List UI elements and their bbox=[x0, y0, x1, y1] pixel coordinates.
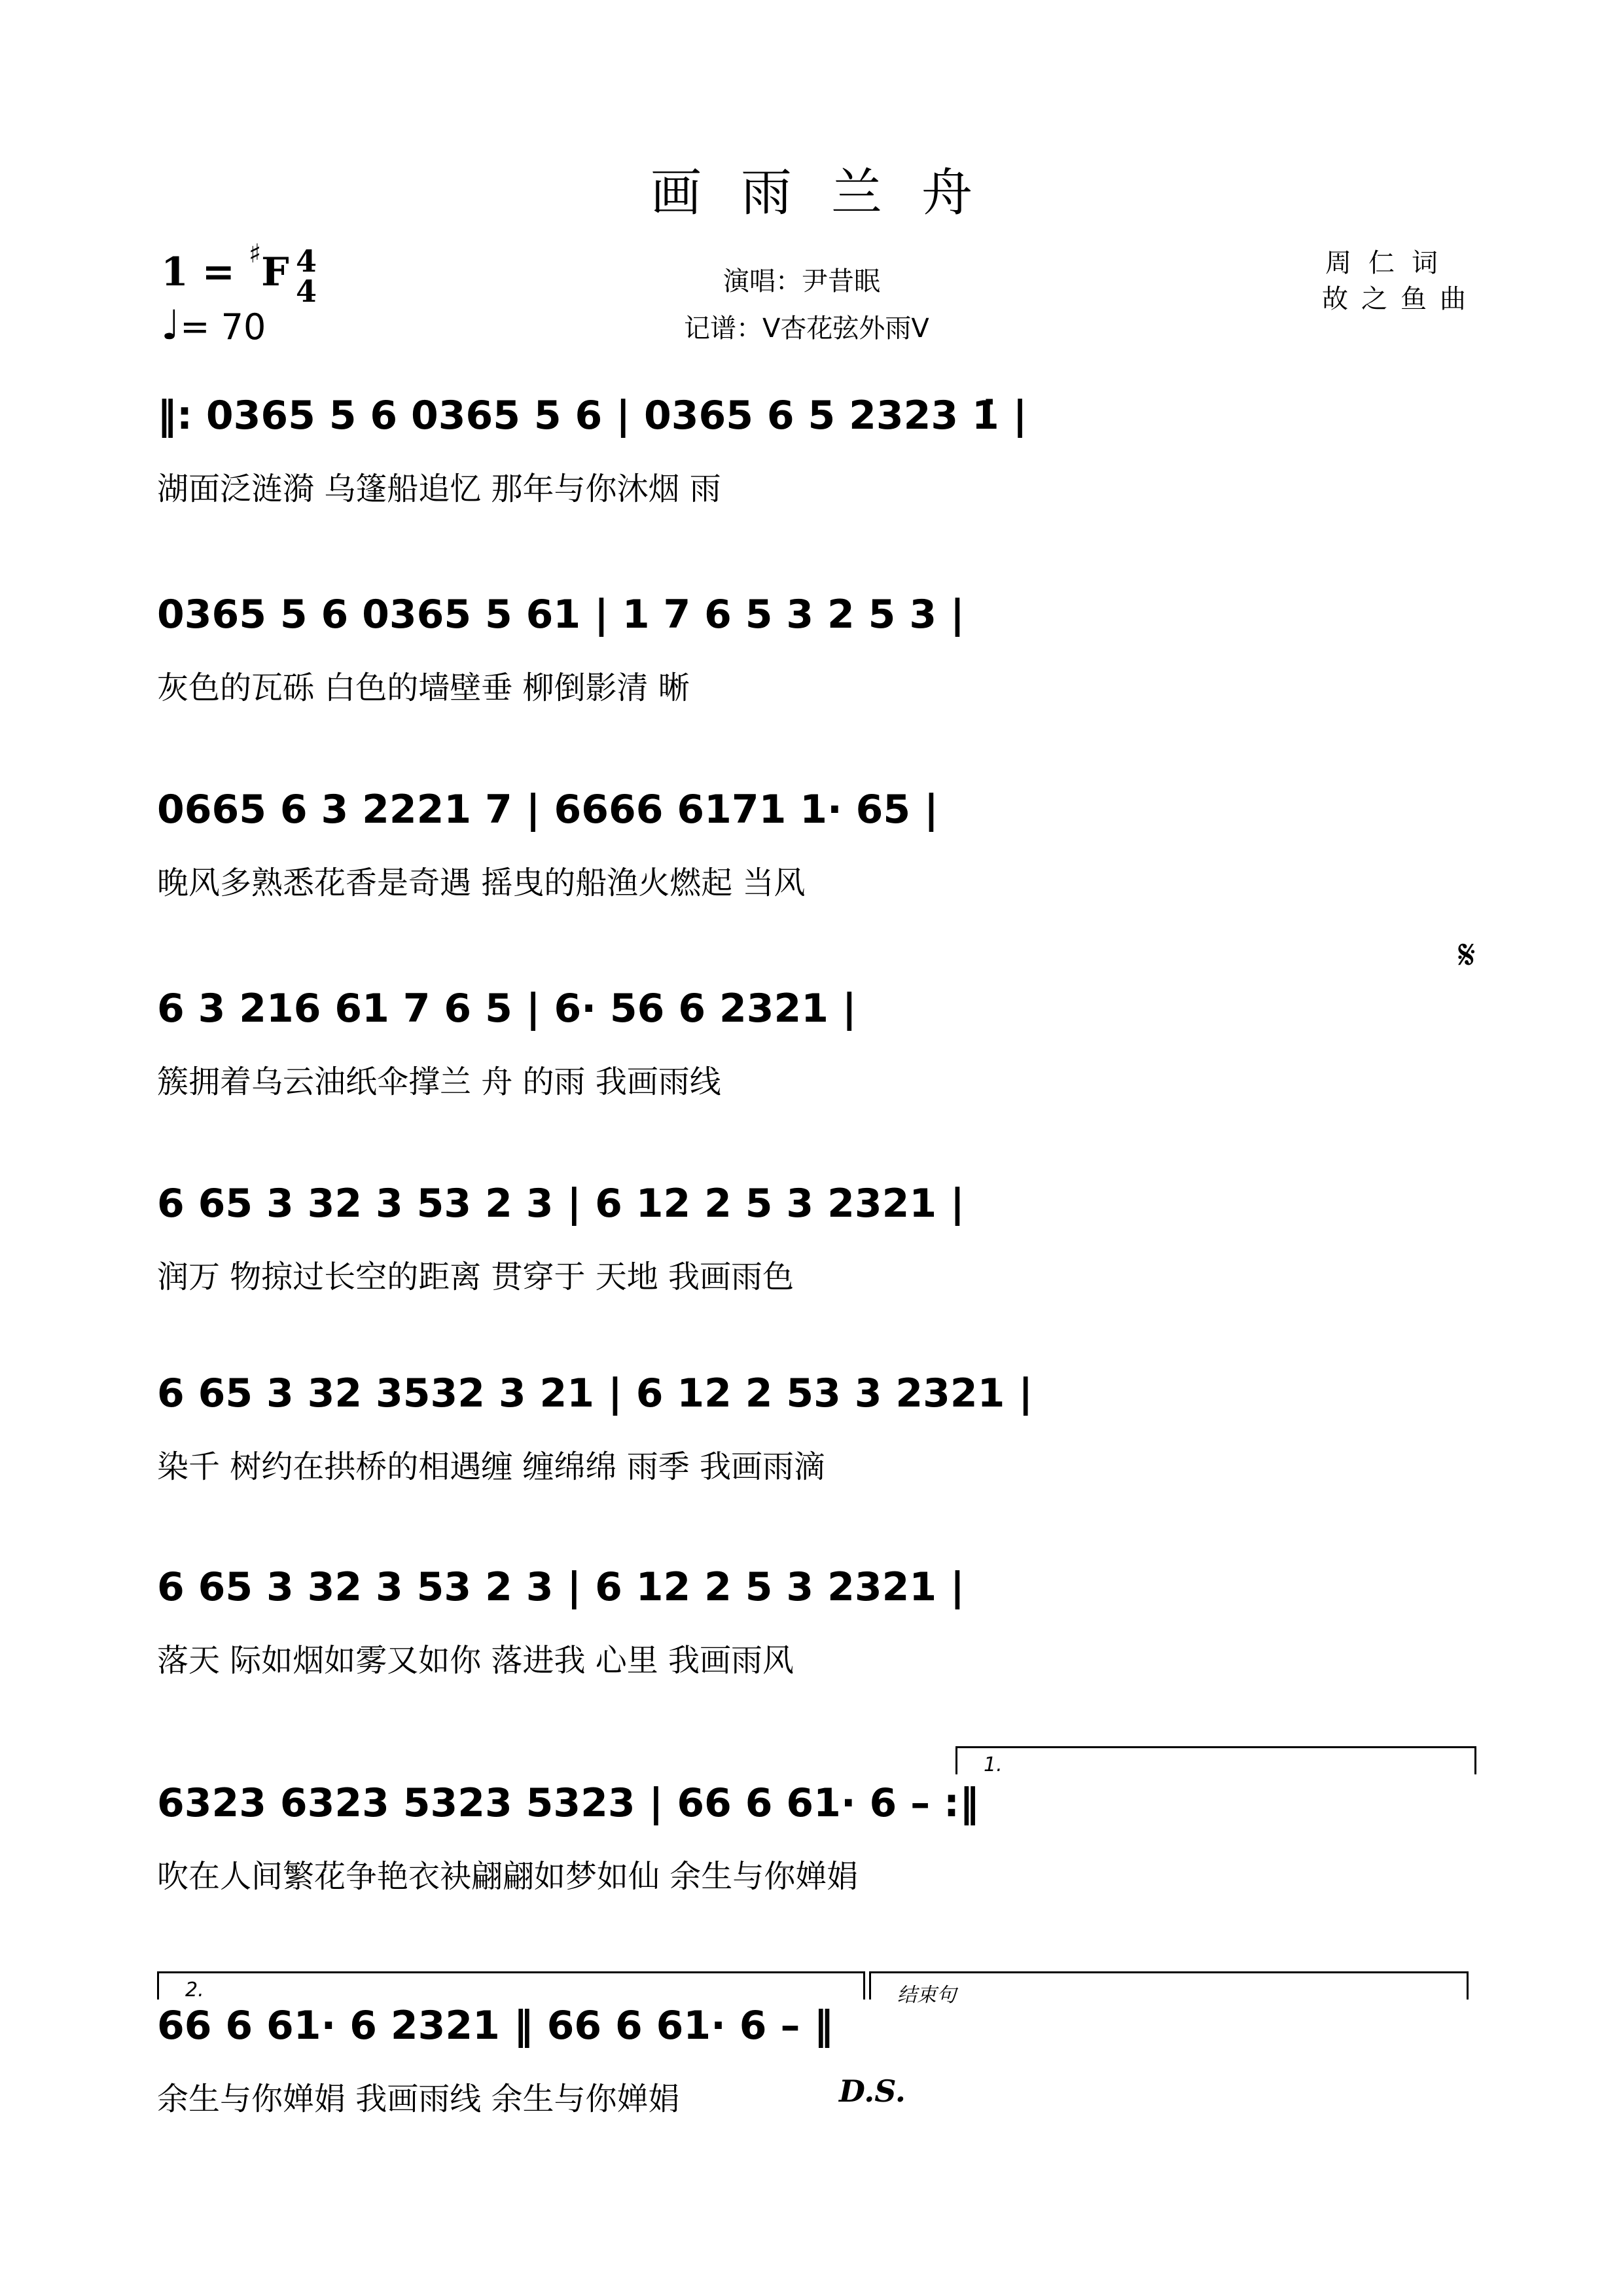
lyrics-line: 余生与你婵娟 我画雨线 余生与你婵娟 bbox=[157, 2081, 680, 2117]
lyrics-line: 染千 树约在拱桥的相遇缠 缠绵绵 雨季 我画雨滴 bbox=[157, 1448, 826, 1485]
lyricist-credit: 周仁词 bbox=[1325, 248, 1455, 278]
key-prefix: 1 = bbox=[161, 249, 249, 295]
lyrics-line: 落天 际如烟如雾又如你 落进我 心里 我画雨风 bbox=[157, 1642, 794, 1679]
transcriber-credit: 记谱：V杏花弦外雨V bbox=[684, 314, 929, 344]
composer-credit: 故之鱼曲 bbox=[1322, 284, 1479, 314]
sharp-icon: ♯ bbox=[248, 238, 262, 269]
notation-line: 0665 6 3 2221 7 | 6666 6171 1· 65 | bbox=[157, 787, 938, 833]
tempo-value: = 70 bbox=[180, 306, 266, 348]
notation-line: 66 6 61· 6 2321 ‖ 66 6 61· 6 – ‖ bbox=[157, 2003, 834, 2049]
notation-line: 6 65 3 32 3 53 2 3 | 6 12 2 5 3 2321 | bbox=[157, 1181, 965, 1227]
lyrics-line: 灰色的瓦砾 白色的墙壁垂 柳倒影清 晰 bbox=[157, 670, 690, 706]
tempo-marking bbox=[161, 301, 266, 349]
lyrics-line: 晚风多熟悉花香是奇遇 摇曳的船渔火燃起 当风 bbox=[157, 865, 806, 901]
lyrics-line: 吹在人间繁花争艳衣袂翩翩如梦如仙 余生与你婵娟 bbox=[157, 1858, 859, 1895]
notation-line: 6 3 216 61 7 6 5 | 6· 56 6 2321 | bbox=[157, 986, 857, 1031]
score-row bbox=[0, 1181, 1623, 1377]
meter-top: 4 bbox=[296, 243, 317, 279]
notation-line: ‖: 0365 5 6 0365 5 6 | 0365 6 5 2323 1̇ | bbox=[157, 393, 1027, 439]
lyrics-line: 润万 物掠过长空的距离 贯穿于 天地 我画雨色 bbox=[157, 1259, 794, 1295]
notation-line: 6 65 3 32 3532 3 21 | 6 12 2 53 3 2321 | bbox=[157, 1371, 1033, 1416]
key-signature bbox=[161, 238, 289, 295]
singer-credit: 演唱：尹昔眠 bbox=[723, 266, 880, 296]
notation-line: 6323 6323 5323 5323 | 66 6 61· 6 – :‖ bbox=[157, 1780, 980, 1826]
volta-label: 2. bbox=[185, 1979, 204, 2001]
segno-sign: 𝄋 bbox=[1458, 931, 1476, 978]
dal-segno-marking: D.S. bbox=[839, 2073, 906, 2109]
score-row bbox=[0, 787, 1623, 983]
volta-label: 1. bbox=[984, 1753, 1003, 1776]
time-signature bbox=[296, 243, 317, 309]
lyrics-line: 湖面泛涟漪 乌篷船追忆 那年与你沐烟 雨 bbox=[157, 471, 721, 507]
volta-bracket-first bbox=[955, 1746, 1476, 1774]
score-row bbox=[0, 1780, 1623, 1977]
notation-line: 0365 5 6 0365 5 61 | 1 7 6 5 3 2 5 3 | bbox=[157, 592, 965, 637]
lyrics-line: 簇拥着乌云油纸伞撑兰 舟 的雨 我画雨线 bbox=[157, 1064, 721, 1100]
score-row bbox=[0, 1564, 1623, 1761]
quarter-note-icon: ♩ bbox=[161, 301, 181, 349]
score-row bbox=[0, 592, 1623, 788]
volta-bracket-second bbox=[157, 1971, 865, 2000]
score-row bbox=[0, 393, 1623, 589]
score-row bbox=[0, 2003, 1623, 2199]
meter-bottom: 4 bbox=[296, 274, 317, 309]
key-letter: F bbox=[261, 249, 289, 295]
notation-line: 6 65 3 32 3 53 2 3 | 6 12 2 5 3 2321 | bbox=[157, 1564, 965, 1610]
ending-bracket bbox=[869, 1971, 1469, 2007]
ending-label: 结束句 bbox=[897, 1984, 956, 2007]
song-title: 画雨兰舟 bbox=[650, 164, 1012, 223]
score-row bbox=[0, 1371, 1623, 1567]
score-row bbox=[0, 986, 1623, 1182]
